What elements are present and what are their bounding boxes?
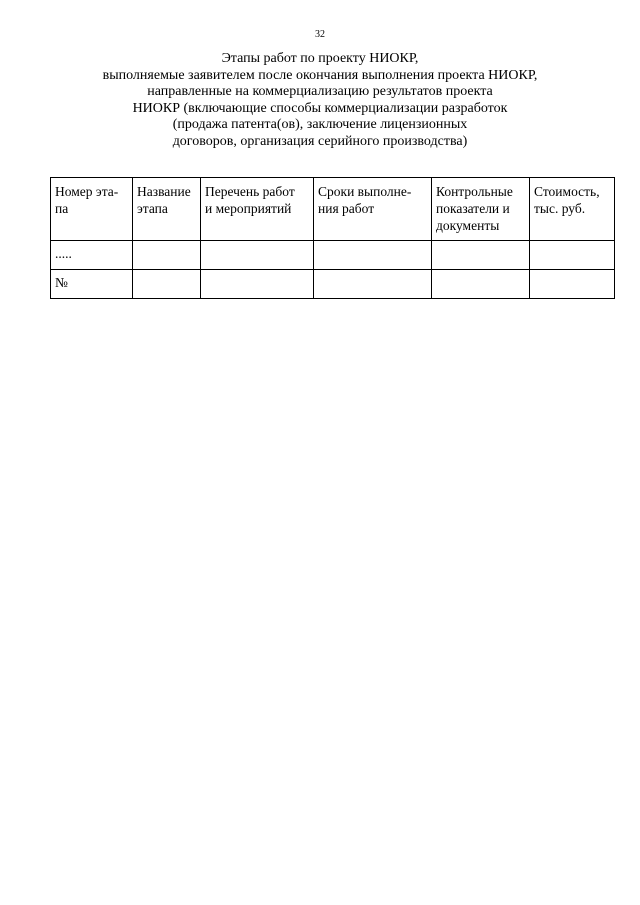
table-cell [201,241,314,270]
table-row [51,241,615,270]
table-cell [432,270,530,299]
heading-line: (продажа патента(ов), заключение лицензионных [172,117,468,132]
heading-line: направленные на коммерциализацию результатов проекта [147,84,493,99]
heading-line: выполняемые заявителем после окончания выполнения проекта НИОКР, [102,67,538,83]
header-work-list: Перечень работ и мероприятий [201,178,314,241]
table-cell [530,241,615,270]
table-row [51,270,615,299]
heading-line: договоров, организация серийного производства) [172,133,468,149]
heading-line: НИОКР (включающие способы коммерциализации разработок [132,100,508,116]
header-stage-name: Название этапа [133,178,201,241]
table-cell [432,241,530,270]
header-work-deadlines: Сроки выполне- ния работ [314,178,432,241]
heading-line: Этапы работ по проекту НИОКР, [221,51,419,66]
table-cell [201,270,314,299]
work-stages-table [50,177,615,299]
table-cell: ..... [51,241,133,270]
section-heading [40,51,600,150]
table-cell [314,270,432,299]
table-cell [314,241,432,270]
header-control-indicators: Контрольные показатели и документы [432,178,530,241]
table-cell [133,241,201,270]
table-cell [133,270,201,299]
header-stage-number: Номер эта- па [51,178,133,241]
header-cost: Стоимость, тыс. руб. [530,178,615,241]
page-number: 32 [315,29,325,40]
table-header-row [51,178,615,241]
table-cell [530,270,615,299]
table-cell: № [51,270,133,299]
